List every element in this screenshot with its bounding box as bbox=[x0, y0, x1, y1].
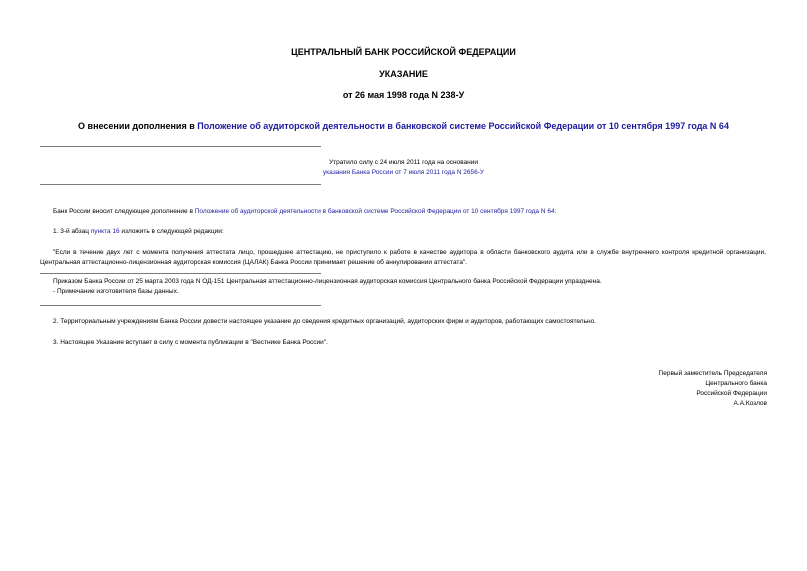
intro-suffix: : bbox=[554, 208, 557, 215]
regulation-64-link[interactable]: Положение об аудиторской деятельности в банковской системе Российской Федерации от 10 сентября 1997 года N 64 bbox=[197, 121, 729, 131]
item-1-prefix: 1. 3-й абзац bbox=[53, 228, 91, 235]
signatory-position-1: Первый заместитель Председателя bbox=[658, 370, 767, 377]
regulation-64-body-link[interactable]: Положение об аудиторской деятельности в банковской системе Российской Федерации от 10 сентября 1997 года N 64 bbox=[194, 208, 555, 215]
item-3: 3. Настоящее Указание вступает в силу с момента публикации в "Вестнике Банка России". bbox=[53, 339, 328, 346]
subject-prefix: О внесении дополнения в bbox=[78, 121, 198, 131]
intro-prefix: Банк России вносит следующее дополнение в bbox=[53, 208, 195, 215]
document-type: УКАЗАНИЕ bbox=[379, 69, 428, 79]
editor-note-text: Приказом Банка России от 25 марта 2003 года N ОД-151 Центральная аттестационно-лицензионная аудиторская комиссия Центрального банка Российской Федерации упразднена. bbox=[53, 278, 602, 285]
item-1-suffix: изложить в следующей редакции: bbox=[119, 228, 224, 235]
intro-paragraph bbox=[40, 207, 766, 217]
point-16-link[interactable]: пункта 16 bbox=[90, 228, 120, 235]
instruction-2656u-link[interactable]: указания Банка России от 7 июля 2011 года N 2656-У bbox=[322, 169, 485, 176]
divider-note-top bbox=[40, 273, 321, 274]
signatory-position-3: Российской Федерации bbox=[696, 390, 767, 397]
quoted-wording: "Если в течение двух лет с момента получения аттестата лицо, прошедшее аттестацию, не приступило к работе в качестве аудитора в области банковского аудита или в службе внутреннего контроля кредитной организации, Центральная аттестационно-лицензионная аудиторская комиссия (ЦАЛАК) Банка России принимает решение об аннулировании аттестата". bbox=[40, 249, 766, 266]
editor-note bbox=[53, 277, 766, 297]
editor-note-source: - Примечание изготовителя базы данных. bbox=[53, 288, 179, 295]
validity-status bbox=[240, 158, 567, 178]
document-subject bbox=[30, 120, 777, 132]
signatory-position-2: Центрального банка bbox=[705, 380, 767, 387]
divider-note-bottom bbox=[40, 305, 321, 306]
divider-top bbox=[40, 146, 321, 147]
document-date-number: от 26 мая 1998 года N 238-У bbox=[342, 90, 465, 100]
item-2: 2. Территориальным учреждениям Банка России довести настоящее указание до сведения кредитных организаций, аудиторских фирм и аудиторов, работающих самостоятельно. bbox=[53, 318, 596, 325]
item-1 bbox=[40, 227, 766, 237]
validity-status-text: Утратило силу с 24 июля 2011 года на основании bbox=[328, 159, 478, 166]
divider-status-bottom bbox=[40, 184, 321, 185]
issuer-title: ЦЕНТРАЛЬНЫЙ БАНК РОССИЙСКОЙ ФЕДЕРАЦИИ bbox=[291, 47, 516, 57]
signatory-name: А.А.Козлов bbox=[733, 400, 767, 407]
signature-block bbox=[659, 369, 767, 409]
